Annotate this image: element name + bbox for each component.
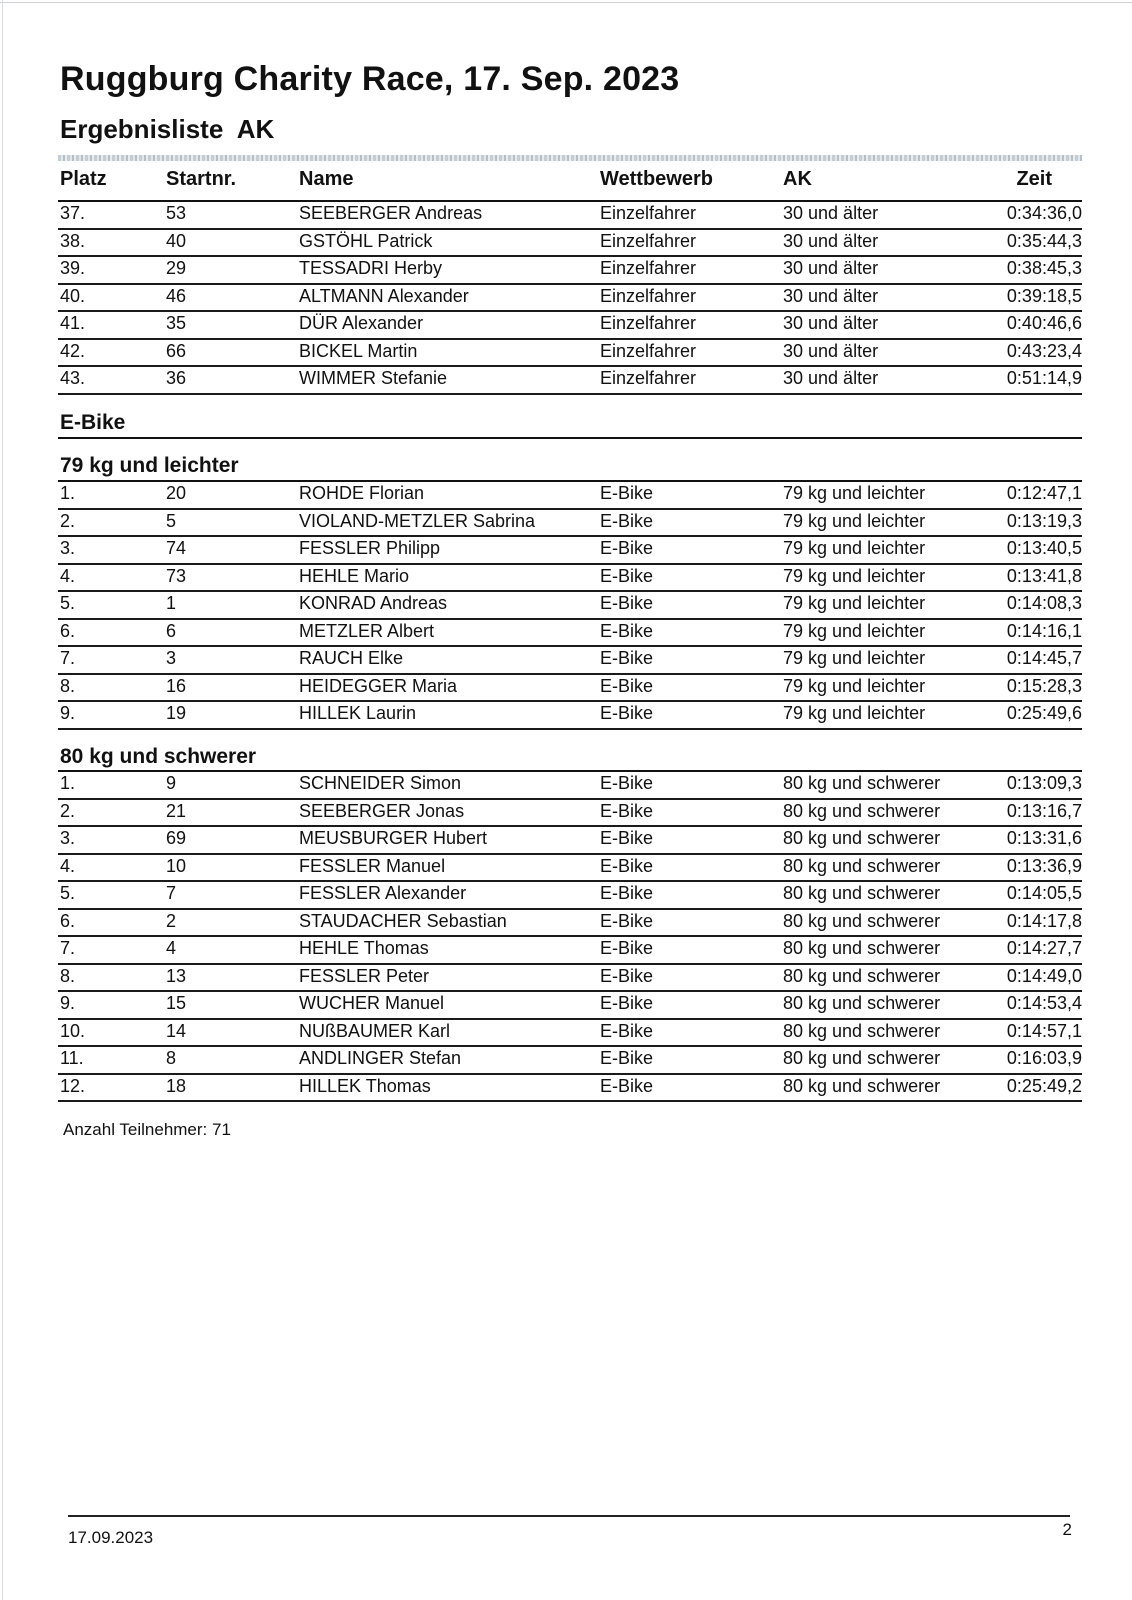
cell-wettbewerb: E-Bike [600, 593, 654, 613]
table-row [58, 230, 1082, 258]
cell-ak: 30 und älter [783, 203, 879, 223]
table-row [58, 312, 1082, 340]
cell-name: HEHLE Mario [299, 565, 410, 586]
cell-zeit: 0:13:31,6 [1006, 828, 1082, 848]
footer-date: 17.09.2023 [68, 1528, 154, 1547]
cell-ak: 79 kg und leichter [783, 593, 926, 613]
cell-wettbewerb: Einzelfahrer [600, 285, 697, 306]
cell-startnr: 8 [166, 1048, 177, 1068]
cell-startnr: 9 [166, 773, 177, 793]
cell-wettbewerb: E-Bike [600, 620, 654, 641]
cell-ak: 30 und älter [783, 258, 879, 278]
table-row [58, 340, 1082, 368]
cell-wettbewerb: E-Bike [600, 483, 654, 503]
cell-name: STAUDACHER Sebastian [299, 910, 507, 931]
footer-rule [68, 1515, 1070, 1517]
ebike-80kg-results-table [58, 772, 1082, 1102]
table-row [58, 675, 1082, 703]
cell-platz: 2. [60, 510, 76, 531]
cell-platz: 7. [60, 938, 76, 958]
cell-startnr: 74 [166, 538, 187, 558]
cell-zeit: 0:14:17,8 [1006, 910, 1082, 931]
cell-wettbewerb: Einzelfahrer [600, 368, 697, 388]
cell-name: HEIDEGGER Maria [299, 675, 458, 696]
cell-ak: 80 kg und schwerer [783, 965, 941, 986]
cell-wettbewerb: E-Bike [600, 538, 654, 558]
cell-ak: 30 und älter [783, 230, 879, 251]
cell-zeit: 0:35:44,3 [1006, 230, 1082, 251]
cell-name: SEEBERGER Andreas [299, 203, 483, 223]
cell-platz: 11. [60, 1048, 84, 1068]
cell-wettbewerb: E-Bike [600, 800, 654, 821]
participant-count: Anzahl Teilnehmer: 71 [63, 1120, 231, 1139]
cell-startnr: 69 [166, 828, 187, 848]
cell-zeit: 0:13:09,3 [1006, 773, 1082, 793]
document-title: Ruggburg Charity Race, 17. Sep. 2023 [60, 60, 680, 98]
cell-startnr: 53 [166, 203, 187, 223]
cell-wettbewerb: E-Bike [600, 993, 654, 1013]
cell-wettbewerb: E-Bike [600, 648, 654, 668]
cell-name: RAUCH Elke [299, 648, 404, 668]
cell-ak: 80 kg und schwerer [783, 1020, 941, 1041]
cell-wettbewerb: E-Bike [600, 1020, 654, 1041]
cell-platz: 4. [60, 855, 76, 876]
table-row [58, 285, 1082, 313]
header-name: Name [299, 168, 354, 190]
cell-ak: 79 kg und leichter [783, 483, 926, 503]
cell-ak: 80 kg und schwerer [783, 1048, 941, 1068]
cell-name: WUCHER Manuel [299, 993, 445, 1013]
cell-wettbewerb: E-Bike [600, 565, 654, 586]
cell-platz: 3. [60, 828, 76, 848]
cell-startnr: 1 [166, 593, 177, 613]
cell-startnr: 73 [166, 565, 187, 586]
page-number: 2 [1062, 1520, 1072, 1539]
cell-zeit: 0:13:41,8 [1006, 565, 1082, 586]
cell-zeit: 0:14:16,1 [1006, 620, 1082, 641]
cell-startnr: 18 [166, 1075, 187, 1096]
cell-name: FESSLER Peter [299, 965, 430, 986]
cell-wettbewerb: Einzelfahrer [600, 313, 697, 333]
header-platz: Platz [60, 168, 107, 190]
cell-zeit: 0:14:05,5 [1006, 883, 1082, 903]
cell-name: BICKEL Martin [299, 340, 418, 361]
section-heading-80kg: 80 kg und schwerer [60, 745, 257, 768]
cell-name: DÜR Alexander [299, 313, 424, 333]
cell-zeit: 0:15:28,3 [1006, 675, 1082, 696]
cell-ak: 79 kg und leichter [783, 510, 926, 531]
cell-platz: 5. [60, 593, 76, 613]
cell-startnr: 14 [166, 1020, 187, 1041]
cell-startnr: 10 [166, 855, 187, 876]
cell-zeit: 0:14:53,4 [1006, 993, 1082, 1013]
cell-wettbewerb: E-Bike [600, 828, 654, 848]
cell-startnr: 21 [166, 800, 187, 821]
cell-name: ALTMANN Alexander [299, 285, 469, 306]
cell-platz: 5. [60, 883, 76, 903]
header-startnr: Startnr. [166, 168, 237, 190]
cell-ak: 30 und älter [783, 285, 879, 306]
cell-ak: 30 und älter [783, 313, 879, 333]
cell-zeit: 0:13:36,9 [1006, 855, 1082, 876]
cell-name: GSTÖHL Patrick [299, 230, 433, 251]
table-row [58, 702, 1082, 730]
cell-zeit: 0:14:49,0 [1006, 965, 1082, 986]
cell-startnr: 15 [166, 993, 187, 1013]
cell-platz: 10. [60, 1020, 86, 1041]
cell-platz: 2. [60, 800, 76, 821]
cell-wettbewerb: E-Bike [600, 910, 654, 931]
cell-name: NUßBAUMER Karl [299, 1020, 451, 1041]
cell-zeit: 0:39:18,5 [1006, 285, 1082, 306]
cell-ak: 80 kg und schwerer [783, 993, 941, 1013]
cell-zeit: 0:14:08,3 [1006, 593, 1082, 613]
cell-wettbewerb: E-Bike [600, 703, 654, 723]
cell-platz: 8. [60, 675, 76, 696]
cell-ak: 80 kg und schwerer [783, 910, 941, 931]
cell-zeit: 0:13:16,7 [1006, 800, 1082, 821]
cell-startnr: 40 [166, 230, 187, 251]
cell-startnr: 35 [166, 313, 187, 333]
cell-platz: 8. [60, 965, 76, 986]
table-row [58, 592, 1082, 620]
cell-zeit: 0:14:27,7 [1006, 938, 1082, 958]
scan-edge-top [0, 2, 1132, 3]
section-heading-79kg: 79 kg und leichter [60, 454, 239, 477]
cell-ak: 80 kg und schwerer [783, 800, 941, 821]
cell-zeit: 0:34:36,0 [1006, 203, 1082, 223]
table-header [58, 168, 1082, 202]
cell-zeit: 0:25:49,6 [1006, 703, 1082, 723]
cell-startnr: 36 [166, 368, 187, 388]
cell-startnr: 46 [166, 285, 187, 306]
cell-ak: 30 und älter [783, 340, 879, 361]
table-row [58, 565, 1082, 593]
cell-platz: 4. [60, 565, 76, 586]
cell-ak: 79 kg und leichter [783, 675, 926, 696]
cell-ak: 79 kg und leichter [783, 538, 926, 558]
cell-platz: 1. [60, 773, 76, 793]
table-row [58, 647, 1082, 675]
cell-wettbewerb: E-Bike [600, 1048, 654, 1068]
table-row [58, 257, 1082, 285]
cell-wettbewerb: E-Bike [600, 510, 654, 531]
cell-zeit: 0:43:23,4 [1006, 340, 1082, 361]
cell-startnr: 19 [166, 703, 187, 723]
cell-platz: 37. [60, 203, 86, 223]
table-row [58, 367, 1082, 395]
cell-name: SEEBERGER Jonas [299, 800, 465, 821]
cell-platz: 7. [60, 648, 76, 668]
cell-platz: 12. [60, 1075, 86, 1096]
cell-platz: 9. [60, 703, 76, 723]
cell-startnr: 2 [166, 910, 177, 931]
section-rule-ebike [58, 437, 1082, 439]
cell-ak: 80 kg und schwerer [783, 883, 941, 903]
cell-wettbewerb: E-Bike [600, 883, 654, 903]
cell-platz: 43. [60, 368, 86, 388]
cell-zeit: 0:16:03,9 [1006, 1048, 1082, 1068]
cell-ak: 79 kg und leichter [783, 648, 926, 668]
cell-platz: 39. [60, 258, 86, 278]
table-row [58, 202, 1082, 230]
cell-startnr: 16 [166, 675, 187, 696]
cell-startnr: 7 [166, 883, 177, 903]
cell-name: WIMMER Stefanie [299, 368, 448, 388]
cell-zeit: 0:14:45,7 [1006, 648, 1082, 668]
cell-ak: 79 kg und leichter [783, 703, 926, 723]
cell-zeit: 0:13:19,3 [1006, 510, 1082, 531]
section-heading-ebike: E-Bike [60, 411, 126, 434]
cell-name: METZLER Albert [299, 620, 435, 641]
cell-ak: 80 kg und schwerer [783, 855, 941, 876]
cell-wettbewerb: E-Bike [600, 855, 654, 876]
cell-name: FESSLER Alexander [299, 883, 467, 903]
header-band-divider [58, 155, 1082, 161]
cell-platz: 40. [60, 285, 86, 306]
ebike-79kg-results-table [58, 482, 1082, 730]
cell-zeit: 0:40:46,6 [1006, 313, 1082, 333]
document-subtitle: Ergebnisliste AK [60, 114, 275, 144]
table-row [58, 537, 1082, 565]
cell-ak: 80 kg und schwerer [783, 938, 941, 958]
cell-startnr: 29 [166, 258, 187, 278]
header-wettbewerb: Wettbewerb [600, 168, 713, 190]
cell-name: VIOLAND-METZLER Sabrina [299, 510, 536, 531]
cell-zeit: 0:25:49,2 [1006, 1075, 1082, 1096]
header-ak: AK [783, 168, 812, 190]
cell-platz: 38. [60, 230, 86, 251]
cell-zeit: 0:38:45,3 [1006, 258, 1082, 278]
cell-wettbewerb: E-Bike [600, 965, 654, 986]
table-row [58, 1075, 1082, 1103]
cell-wettbewerb: E-Bike [600, 938, 654, 958]
cell-name: HILLEK Laurin [299, 703, 417, 723]
cell-startnr: 3 [166, 648, 177, 668]
cell-name: ROHDE Florian [299, 483, 425, 503]
cell-wettbewerb: E-Bike [600, 1075, 654, 1096]
cell-ak: 30 und älter [783, 368, 879, 388]
cell-startnr: 66 [166, 340, 187, 361]
cell-platz: 41. [60, 313, 86, 333]
cell-name: SCHNEIDER Simon [299, 773, 462, 793]
cell-wettbewerb: Einzelfahrer [600, 258, 697, 278]
cell-wettbewerb: E-Bike [600, 675, 654, 696]
table-row [58, 482, 1082, 510]
cell-name: KONRAD Andreas [299, 593, 448, 613]
cell-zeit: 0:51:14,9 [1006, 368, 1082, 388]
cell-platz: 1. [60, 483, 76, 503]
cell-wettbewerb: E-Bike [600, 773, 654, 793]
cell-zeit: 0:12:47,1 [1006, 483, 1082, 503]
cell-startnr: 4 [166, 938, 177, 958]
cell-name: HEHLE Thomas [299, 938, 429, 958]
cell-ak: 80 kg und schwerer [783, 828, 941, 848]
cell-name: HILLEK Thomas [299, 1075, 431, 1096]
cell-zeit: 0:14:57,1 [1006, 1020, 1082, 1041]
cell-name: ANDLINGER Stefan [299, 1048, 462, 1068]
table-row [58, 620, 1082, 648]
cell-ak: 80 kg und schwerer [783, 773, 941, 793]
cell-name: TESSADRI Herby [299, 258, 443, 278]
cell-platz: 42. [60, 340, 86, 361]
cell-startnr: 5 [166, 510, 177, 531]
cell-name: MEUSBURGER Hubert [299, 828, 488, 848]
cell-startnr: 6 [166, 620, 177, 641]
cell-name: FESSLER Manuel [299, 855, 446, 876]
cell-startnr: 13 [166, 965, 187, 986]
cell-ak: 80 kg und schwerer [783, 1075, 941, 1096]
scan-edge-left [2, 0, 3, 1600]
cell-name: FESSLER Philipp [299, 538, 441, 558]
einzelfahrer-results-table [58, 202, 1082, 395]
cell-platz: 6. [60, 620, 76, 641]
cell-zeit: 0:13:40,5 [1006, 538, 1082, 558]
cell-platz: 6. [60, 910, 76, 931]
cell-wettbewerb: Einzelfahrer [600, 340, 697, 361]
cell-wettbewerb: Einzelfahrer [600, 230, 697, 251]
cell-startnr: 20 [166, 483, 187, 503]
cell-platz: 3. [60, 538, 76, 558]
cell-ak: 79 kg und leichter [783, 620, 926, 641]
header-zeit: Zeit [1016, 168, 1052, 190]
table-row [58, 510, 1082, 538]
cell-ak: 79 kg und leichter [783, 565, 926, 586]
cell-platz: 9. [60, 993, 76, 1013]
cell-wettbewerb: Einzelfahrer [600, 203, 697, 223]
